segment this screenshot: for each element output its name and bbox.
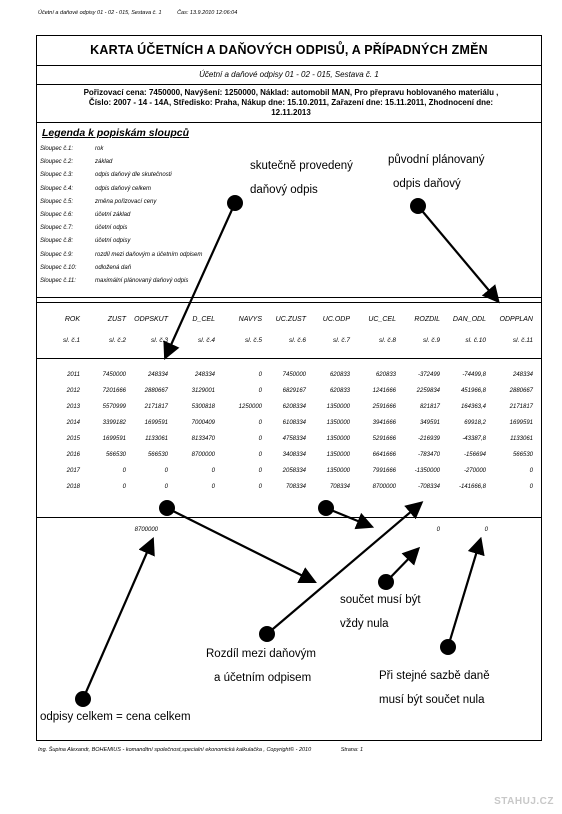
- table-cell: 0: [258, 372, 262, 378]
- print-header-docname: Účetní a daňové odpisy 01 - 02 - 015, Sestava č. 1: [38, 10, 162, 16]
- table-cell: 8133470: [191, 436, 215, 442]
- table-cell: 6208334: [282, 404, 306, 410]
- legend-text: odpis daňový celkem: [95, 185, 152, 192]
- print-footer: [38, 747, 391, 753]
- legend-text: odložená daň: [95, 264, 132, 271]
- table-cell: 0: [164, 468, 168, 474]
- column-subheader: sl. č.8: [379, 337, 396, 344]
- table-cell: -74499,8: [462, 372, 486, 378]
- report-subtitle: Účetní a daňové odpisy 01 - 02 - 015, Sestava č. 1: [199, 70, 379, 79]
- table-cell: 0: [258, 468, 262, 474]
- legend-text: účetní odpis: [95, 225, 128, 232]
- table-cell: 3408334: [282, 452, 306, 458]
- table-cell: 5300818: [191, 404, 215, 410]
- table-cell: 821817: [419, 404, 440, 410]
- table-cell: 2058334: [282, 468, 306, 474]
- legend-key: Sloupec č.9:: [40, 251, 74, 258]
- table-cell: 1250000: [238, 404, 262, 410]
- table-cell: -708334: [417, 484, 440, 490]
- table-cell: 0: [258, 388, 262, 394]
- asset-info-line: Číslo: 2007 - 14 - 14A, Středisko: Praha, Nákup dne: 15.10.2011, Zařazení dne: 15.11.2011, Zhodnocení dne:: [88, 98, 494, 107]
- legend-text: účetní základ: [95, 212, 131, 218]
- annotation-puvodni-line2: odpis daňový: [393, 178, 461, 190]
- table-cell: 1241666: [372, 388, 396, 394]
- column-header: ZUST: [107, 316, 126, 323]
- column-header: NAVYS: [238, 316, 262, 323]
- table-cell: 708334: [329, 484, 350, 490]
- arrow-dot: [227, 195, 243, 211]
- legend-text: maximální plánovaný daňový odpis: [95, 278, 189, 284]
- legend-text: rozdíl mezi daňovým a účetním odpisem: [95, 251, 203, 258]
- legend-key: Sloupec č.10:: [40, 264, 77, 271]
- table-cell: 164363,4: [460, 404, 486, 410]
- arrow-dot: [75, 691, 91, 707]
- annotation-rozdil-line1: Rozdíl mezi daňovým: [206, 648, 316, 660]
- table-cell: 6641666: [372, 452, 396, 458]
- column-header: ODPSKUT: [134, 316, 168, 323]
- table-cell: 0: [529, 484, 533, 490]
- table-cell: 2011: [67, 372, 80, 378]
- legend-text: změna pořizovací ceny: [95, 198, 157, 205]
- table-cell: 3941666: [372, 420, 396, 426]
- column-subheader: sl. č.5: [245, 337, 262, 344]
- table-cell: 69918,2: [464, 420, 486, 426]
- table-cell: 248334: [512, 372, 533, 378]
- table-cell: 620833: [375, 372, 396, 378]
- table-cell: 0: [258, 420, 262, 426]
- table-cell: 1350000: [326, 468, 350, 474]
- table-cell: 566530: [512, 452, 533, 458]
- arrow-dot: [318, 500, 334, 516]
- legend-title: Legenda k popiskám sloupců: [42, 127, 190, 139]
- column-subheader: sl. č.1: [63, 337, 80, 344]
- column-header: ROK: [64, 316, 80, 323]
- column-subheader: sl. č.6: [289, 337, 306, 344]
- table-cell: 0: [164, 484, 168, 490]
- table-cell: -1350000: [414, 468, 440, 474]
- column-subheader: sl. č.4: [198, 337, 215, 344]
- arrow-stejne: [448, 541, 480, 647]
- table-cell: 1699591: [102, 436, 126, 442]
- table-cell: 7201666: [102, 388, 126, 394]
- table-cell: 620833: [329, 388, 350, 394]
- table-cell: -156694: [463, 452, 486, 458]
- legend-text: účetní odpisy: [95, 238, 131, 245]
- table-cell: -270000: [463, 468, 486, 474]
- total-odpskut: 8700000: [134, 527, 158, 533]
- column-header: ODPPLAN: [499, 316, 533, 323]
- column-subheader: sl. č.3: [151, 337, 168, 344]
- arrow-skutecne: [166, 203, 235, 356]
- table-cell: 7991666: [372, 468, 396, 474]
- arrow-8700000: [167, 508, 313, 581]
- table-cell: 0: [122, 468, 126, 474]
- asset-info-line: 12.11.2013: [271, 108, 311, 117]
- legend-text: rok: [95, 146, 104, 152]
- column-header: UC.ZUST: [275, 316, 306, 323]
- arrow-dot: [440, 639, 456, 655]
- annotation-soucet-line1: součet musí být: [340, 594, 421, 606]
- table-cell: 248334: [194, 372, 215, 378]
- table-cell: -216939: [417, 436, 440, 442]
- annotation-rozdil-line2: a účetním odpisem: [214, 672, 312, 684]
- annotation-stejne-line1: Při stejné sazbě daně: [379, 670, 490, 682]
- table-cell: -43387,8: [462, 436, 486, 442]
- table-cell: 2259834: [416, 388, 440, 394]
- table-cell: 2017: [66, 468, 80, 474]
- table-cell: 0: [529, 468, 533, 474]
- legend-key: Sloupec č.11:: [40, 278, 76, 284]
- table-cell: 1699591: [509, 420, 533, 426]
- table-cell: -372499: [417, 372, 440, 378]
- table-cell: -141666,8: [458, 484, 486, 490]
- total-dan-odl: 0: [484, 527, 488, 533]
- table-cell: 2171817: [144, 404, 168, 410]
- legend-text: odpis daňový dle skutečnosti: [95, 172, 172, 179]
- legend-key: Sloupec č.1:: [40, 146, 74, 152]
- column-subheader: sl. č.2: [109, 337, 126, 344]
- table-cell: 2014: [66, 420, 80, 426]
- table-cell: 566530: [147, 452, 168, 458]
- annotation-skutecne-line2: daňový odpis: [250, 184, 318, 196]
- table-cell: 566530: [105, 452, 126, 458]
- table-cell: 5291666: [372, 436, 396, 442]
- table-cell: 3129001: [191, 388, 215, 394]
- table-cell: 451966,8: [460, 388, 486, 394]
- legend-key: Sloupec č.6:: [40, 212, 74, 218]
- column-subheader: sl. č.9: [423, 337, 440, 344]
- arrow-puvodni: [418, 206, 497, 300]
- arrow-dot: [159, 500, 175, 516]
- arrow-dot: [410, 198, 426, 214]
- table-cell: 2171817: [509, 404, 533, 410]
- table-cell: 1133061: [145, 436, 168, 442]
- column-header: UC.ODP: [322, 316, 350, 323]
- table-cell: 2018: [66, 484, 80, 490]
- table-cell: 1699591: [144, 420, 168, 426]
- table-cell: 7000409: [191, 420, 215, 426]
- table-cell: 0: [258, 484, 262, 490]
- table-cell: 620833: [329, 372, 350, 378]
- watermark-logo: STAHUJ.CZ: [494, 796, 554, 807]
- table-cell: 0: [258, 436, 262, 442]
- annotation-stejne-line2: musí být součet nula: [379, 694, 485, 706]
- table-cell: 2012: [66, 388, 80, 394]
- asset-info-line: Pořizovací cena: 7450000, Navýšení: 1250000, Náklad: automobil MAN, Pro přepravu hoblovaného materiálu ,: [83, 88, 499, 97]
- table-cell: 8700000: [372, 484, 396, 490]
- table-cell: 248334: [147, 372, 168, 378]
- annotation-odpisy-celkem: odpisy celkem = cena celkem: [40, 711, 191, 723]
- column-header: UC_CEL: [368, 316, 396, 323]
- total-rozdil: 0: [436, 527, 440, 533]
- table-cell: -783470: [417, 452, 440, 458]
- column-header: ROZDIL: [414, 316, 440, 323]
- arrow-dot: [259, 626, 275, 642]
- table-cell: 0: [211, 484, 215, 490]
- legend-key: Sloupec č.2:: [40, 159, 74, 166]
- table-cell: 3399182: [102, 420, 126, 426]
- column-header: DAN_ODL: [452, 316, 486, 323]
- table-cell: 2016: [66, 452, 80, 458]
- table-cell: 1133061: [510, 436, 533, 442]
- footer-page: Strana: 1: [340, 747, 364, 753]
- column-subheader: sl. č.10: [465, 337, 486, 344]
- table-cell: 1350000: [326, 404, 350, 410]
- legend-key: Sloupec č.5:: [40, 198, 74, 205]
- annotation-puvodni-line1: původní plánovaný: [388, 154, 485, 166]
- table-cell: 1350000: [326, 452, 350, 458]
- table-cell: 8700000: [191, 452, 215, 458]
- table-cell: 349591: [419, 420, 440, 426]
- table-cell: 6108334: [282, 420, 306, 426]
- table-cell: 1350000: [326, 436, 350, 442]
- table-cell: 2880667: [509, 388, 533, 394]
- table-cell: 0: [211, 468, 215, 474]
- table-cell: 5570999: [102, 404, 126, 410]
- legend-text: základ: [95, 159, 113, 166]
- table-cell: 0: [122, 484, 126, 490]
- arrow-dot: [378, 574, 394, 590]
- table-cell: 6829167: [282, 388, 306, 394]
- annotation-soucet-line2: vždy nula: [340, 618, 389, 630]
- legend-key: Sloupec č.8:: [40, 238, 74, 245]
- footer-author: Ing. Šupina Alexandr, BOHEMIUS - komanditní společnost,specialní ekonomická kalkulačka , Copyright© - 2010: [38, 747, 312, 753]
- table-cell: 1350000: [326, 420, 350, 426]
- table-cell: 7450000: [102, 372, 126, 378]
- page-title: KARTA ÚČETNÍCH A DAŇOVÝCH ODPISŮ, A PŘÍPADNÝCH ZMĚN: [90, 43, 488, 57]
- annotation-skutecne-line1: skutečně provedený: [250, 160, 353, 172]
- table-cell: 7450000: [282, 372, 306, 378]
- table-cell: 2880667: [144, 388, 168, 394]
- column-subheader: sl. č.11: [512, 337, 533, 344]
- table-cell: 2013: [66, 404, 80, 410]
- column-subheader: sl. č.7: [333, 337, 350, 344]
- arrow-odpisy-celkem: [83, 541, 152, 699]
- table-cell: 0: [258, 452, 262, 458]
- print-header-time: Čas: 13.9.2010 12:06:04: [177, 10, 238, 16]
- table-cell: 2591666: [372, 404, 396, 410]
- legend-key: Sloupec č.4:: [40, 185, 74, 192]
- column-header: D_CEL: [192, 316, 215, 323]
- legend-key: Sloupec č.3:: [40, 172, 74, 179]
- table-cell: 2015: [66, 436, 80, 442]
- table-cell: 4758334: [282, 436, 306, 442]
- table-cell: 708334: [285, 484, 306, 490]
- legend-key: Sloupec č.7:: [40, 225, 74, 232]
